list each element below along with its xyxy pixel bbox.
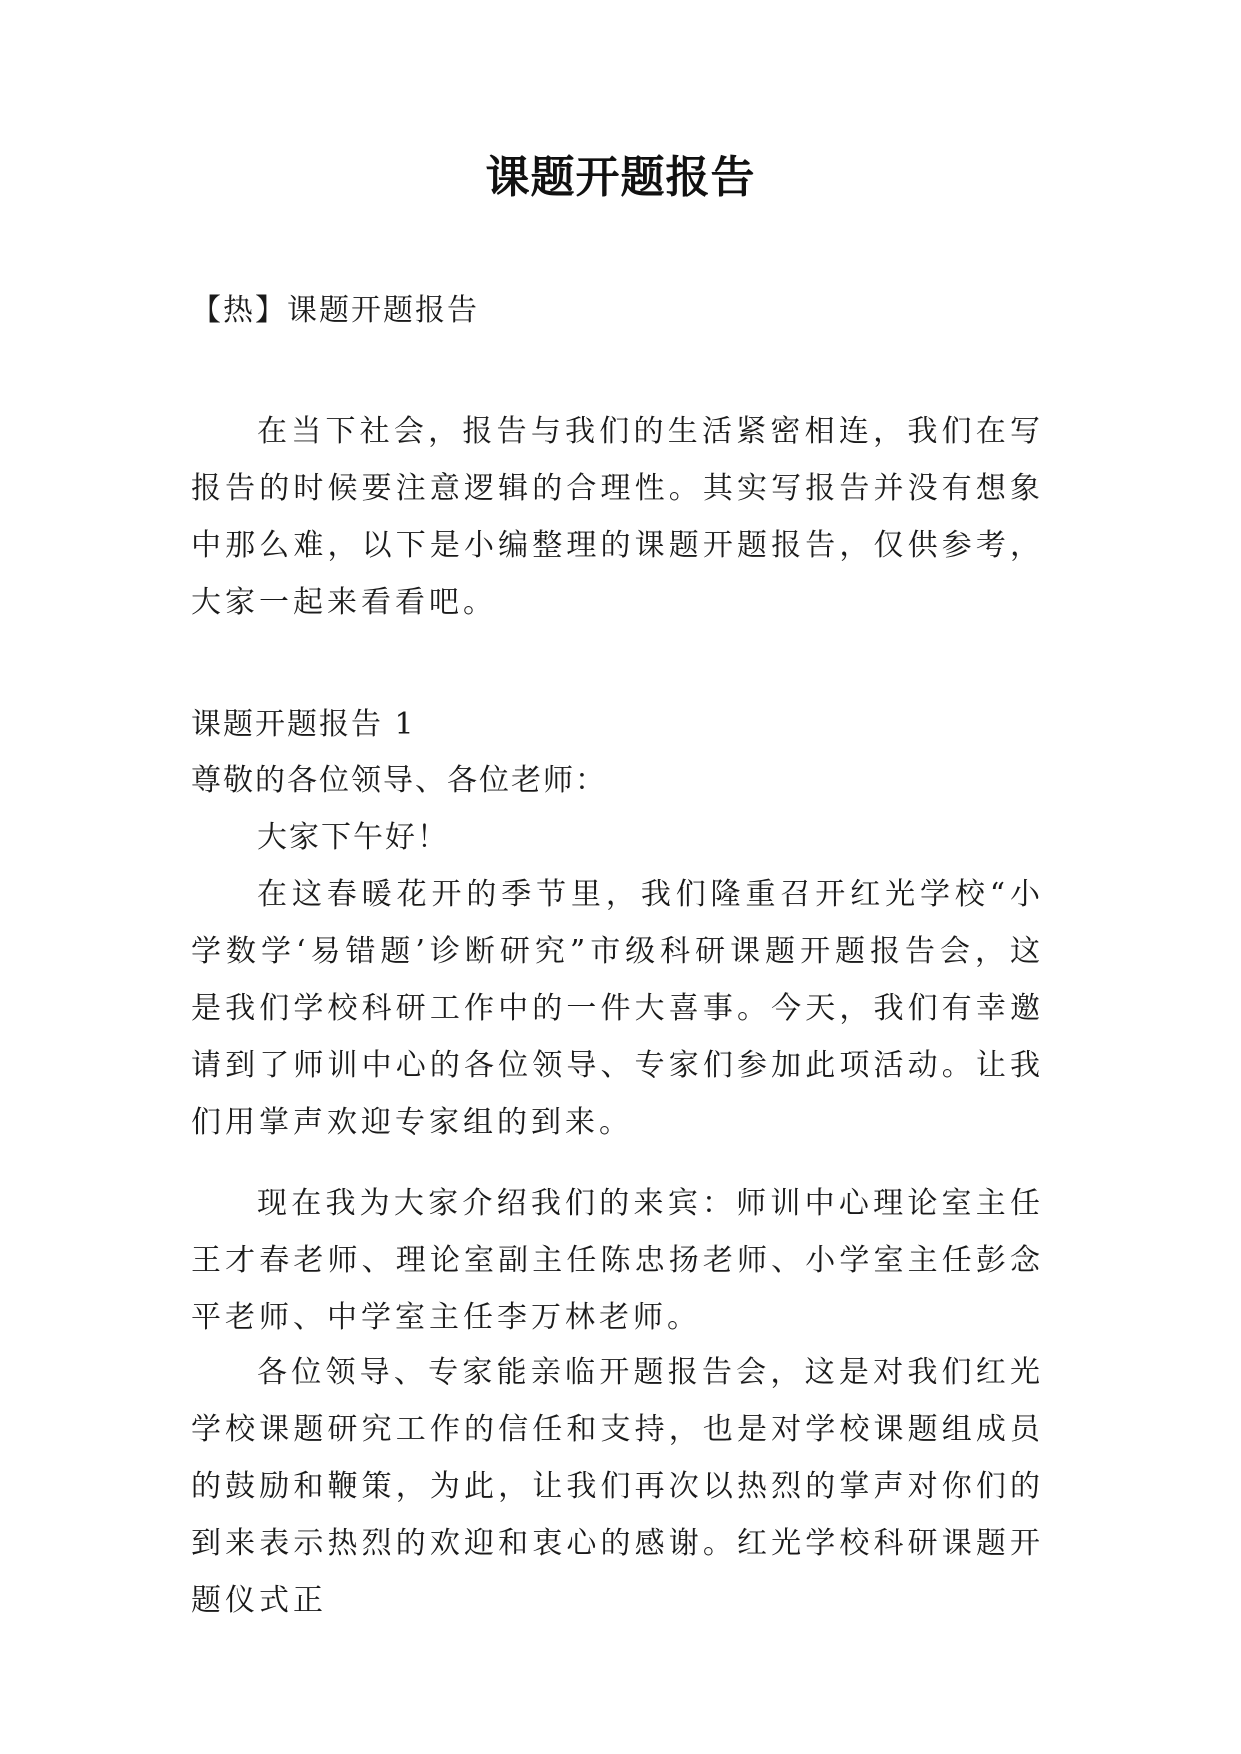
document-title: 课题开题报告	[485, 152, 756, 203]
body-paragraph: 在这春暖花开的季节里，我们隆重召开红光学校“小学数学‘易错题’诊断研究”市级科研课题开题报告会，这是我们学校科研工作中的一件大喜事。今天，我们有幸邀请到了师训中心的各位领导、专家们参加此项活动。让我们用掌声欢迎专家组的到来。	[191, 877, 1044, 1140]
body-paragraph: 现在我为大家介绍我们的来宾：师训中心理论室主任王才春老师、理论室副主任陈忠扬老师、小学室主任彭念平老师、中学室主任李万林老师。	[191, 1186, 1044, 1335]
salutation-line: 尊敬的各位领导、各位老师：	[191, 763, 607, 798]
document-subtitle: 【热】课题开题报告	[191, 293, 479, 328]
section-heading: 课题开题报告 1	[191, 707, 416, 742]
intro-paragraph: 在当下社会，报告与我们的生活紧密相连，我们在写报告的时候要注意逻辑的合理性。其实写报告并没有想象中那么难，以下是小编整理的课题开题报告，仅供参考，大家一起来看看吧。	[191, 414, 1044, 620]
body-paragraph: 各位领导、专家能亲临开题报告会，这是对我们红光学校课题研究工作的信任和支持，也是对学校课题组成员的鼓励和鞭策，为此，让我们再次以热烈的掌声对你们的到来表示热烈的欢迎和衷心的感谢。红光学校科研课题开题仪式正	[191, 1355, 1044, 1618]
greeting-line: 大家下午好！	[257, 820, 449, 855]
